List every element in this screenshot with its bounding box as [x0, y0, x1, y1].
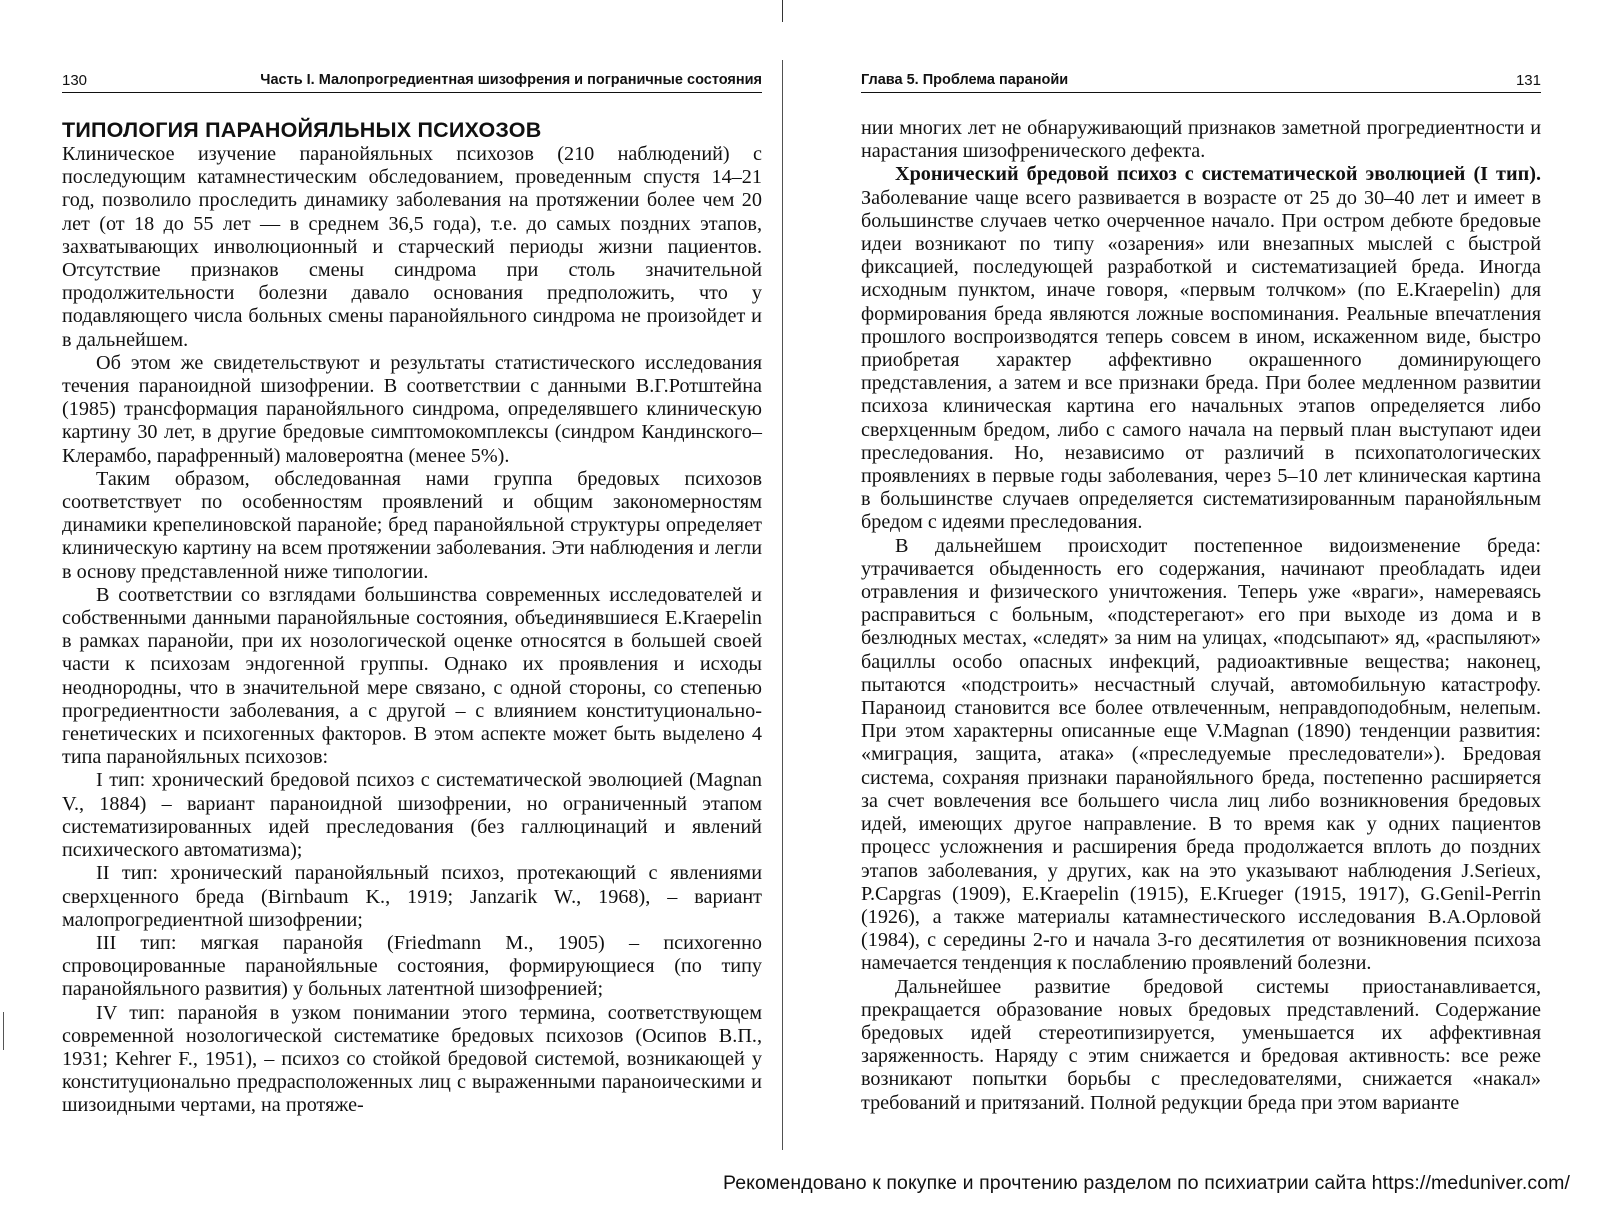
- subsection-text: Заболевание чаще всего развивается в возрасте от 25 до 30–40 лет и имеет в большинстве случаев четко очерченное начало. При остром дебюте бредовые идеи возникают по типу «озарения» или внезапных мыслей с быстрой фиксацией, последующей разработкой и систематизацией бреда. Иногда исходным пунктом, иначе говоря, «первым толчком» (по E.Kraepelin) для формирования бреда являются ложные воспоминания. Реальные впечатления прошлого воспроизводятся теперь совсем в ином, искаженном виде, быстро приобретая характер аффективно окрашенного доминирующего представления, а затем и все признаки бреда. При более медленном развитии психоза клиническая картина его начальных этапов определяется либо сверхценным бредом, либо с самого начала на первый план выступают идеи преследования. Но, независимо от различий в психопатологических проявлениях в первые годы заболевания, через 5–10 лет клиническая картина в большинстве случаев определяется систематизированным паранойяльным бредом с идеями преследования.: [861, 186, 1541, 534]
- paragraph: В соответствии со взглядами большинства современных исследователей и собственными данными паранойяльные состояния, объединявшиеся E.Kraepelin в рамках паранойи, при их нозологической оценке относятся в большей своей части к психозам эндогенной группы. Однако их проявления и исходы неоднородны, что в значительной мере связано, с одной стороны, со степенью прогредиентности заболевания, а с другой – с влиянием конституционально-генетических и психогенных факторов. В этом аспекте может быть выделено 4 типа паранойяльных психозов:: [62, 583, 762, 769]
- type-item: IV тип: паранойя в узком понимании этого термина, соответствующем современной нозологической систематике бредовых психозов (Осипов В.П., 1931; Kehrer F., 1951), – психоз со стойкой бредовой системой, возникающей у конституционально предрасположенных лиц с выраженными параноическими и шизоидными чертами, на протяже-: [62, 1001, 762, 1117]
- continuation-paragraph: нии многих лет не обнаруживающий признаков заметной прогредиентности и нарастания шизофренического дефекта.: [861, 117, 1541, 163]
- footer-recommendation: Рекомендовано к покупке и прочтению разделом по психиатрии сайта https://meduniver.com/: [722, 1172, 1570, 1194]
- paragraph: Таким образом, обследованная нами группа бредовых психозов соответствует по особенностям проявлений и общим закономерностям динамики крепелиновской паранойе; бред паранойяльной структуры определяет клиническую картину на всем протяжении заболевания. Эти наблюдения и легли в основу представленной ниже типологии.: [62, 467, 762, 583]
- right-running-title: Глава 5. Проблема паранойи: [861, 72, 1069, 88]
- subsection-heading: Хронический бредовой психоз с систематической эволюцией (I тип).: [895, 163, 1541, 186]
- section-title: ТИПОЛОГИЯ ПАРАНОЙЯЛЬНЫХ ПСИХОЗОВ: [62, 118, 542, 142]
- left-page-number: 130: [62, 72, 88, 89]
- type-item: III тип: мягкая паранойя (Friedmann M., 1905) – психогенно спровоцированные паранойяльные состояния, формирующиеся (по типу паранойяльного развития) у больных латентной шизофренией;: [62, 931, 762, 1001]
- left-page: [62, 0, 762, 1150]
- type-item: II тип: хронический паранойяльный психоз, протекающий с явлениями сверхценного бреда (Birnbaum K., 1919; Janzarik W., 1968), – вариант малопрогредиентной шизофрении;: [62, 862, 762, 931]
- paragraph: Дальнейшее развитие бредовой системы приостанавливается, прекращается образование новых бредовых представлений. Содержание бредовых идей стереотипизируется, уменьшается их аффективная заряженность. Наряду с этим снижается и бредовая активность: все реже возникают попытки борьбы с преследователями, снижается «накал» требований и притязаний. Полной редукции бреда при этом варианте: [861, 975, 1541, 1114]
- right-page: [861, 0, 1541, 1150]
- type-item: I тип: хронический бредовой психоз с систематической эволюцией (Magnan V., 1884) – вариант параноидной шизофрении, но ограниченный этапом систематизированных идей преследования (без галлюцинаций и явлений психического автоматизма);: [62, 769, 762, 862]
- left-page-body: [62, 118, 762, 1118]
- gutter-divider: [782, 0, 783, 22]
- paragraph: В дальнейшем происходит постепенное видоизменение бреда: утрачивается обыденность его содержания, начинают преобладать идеи отравления и физического уничтожения. Теперь уже «враги», намереваясь расправиться с больным, «подстерегают» его при выходе из дома и в безлюдных местах, «следят» за ним на улицах, «подсыпают» яд, «распыляют» бациллы особо опасных инфекций, радиоактивные вещества; наконец, пытаются «подстроить» несчастный случай, автомобильную катастрофу. Параноид становится все более отвлеченным, неправдоподобным, нелепым. При этом характерны описанные еще V.Magnan (1890) тенденции развития: «миграция, защита, атака» («преследуемые преследователи»). Бредовая система, сохраняя признаки паранойяльного бреда, постепенно расширяется за счет вовлечения все большего числа лиц либо возникновения бредовых идей, имеющих другое направление. В то время как у одних пациентов процесс усложнения и расширения бреда продолжается вплоть до поздних этапов заболевания, у других, как на это указывают наблюдения J.Serieux, P.Capgras (1909), E.Kraepelin (1915), E.Krueger (1915, 1917), G.Genil-Perrin (1926), а также материалы катамнестического исследования В.А.Орловой (1984), с середины 2-го и начала 3-го десятилетия от возникновения психоза намечается тенденция к послаблению проявлений болезни.: [861, 534, 1541, 975]
- right-page-body: [861, 117, 1541, 1115]
- right-running-head: [861, 70, 1541, 93]
- left-running-head: [62, 70, 762, 93]
- gutter-divider: [782, 60, 783, 1150]
- paragraph: Клиническое изучение паранойяльных психозов (210 наблюдений) с последующим катамнестическим обследованием, проведенным спустя 14–21 год, позволило проследить динамику заболевания на протяжении более чем 20 лет (от 18 до 55 лет — в среднем 36,5 года), т.е. до самых поздних этапов, захватывающих инволюционный и старческий периоды жизни пациентов. Отсутствие признаков смены синдрома при столь значительной продолжительности болезни давало основания предположить, что у подавляющего числа больных смены паранойяльного синдрома не произойдет и в дальнейшем.: [62, 143, 762, 351]
- right-page-number: 131: [1515, 72, 1541, 89]
- paragraph: Об этом же свидетельствуют и результаты статистического исследования течения параноидной шизофрении. В соответствии с данными В.Г.Ротштейна (1985) трансформация паранойяльного синдрома, определявшего клиническую картину 30 лет, в другие бредовые симптомокомплексы (синдром Кандинского–Клерамбо, парафренный) маловероятна (менее 5%).: [62, 351, 762, 467]
- subsection-paragraph: [861, 163, 1541, 534]
- left-running-title: Часть I. Малопрогредиентная шизофрения и пограничные состояния: [260, 72, 762, 88]
- page-edge-mark: [3, 1012, 4, 1050]
